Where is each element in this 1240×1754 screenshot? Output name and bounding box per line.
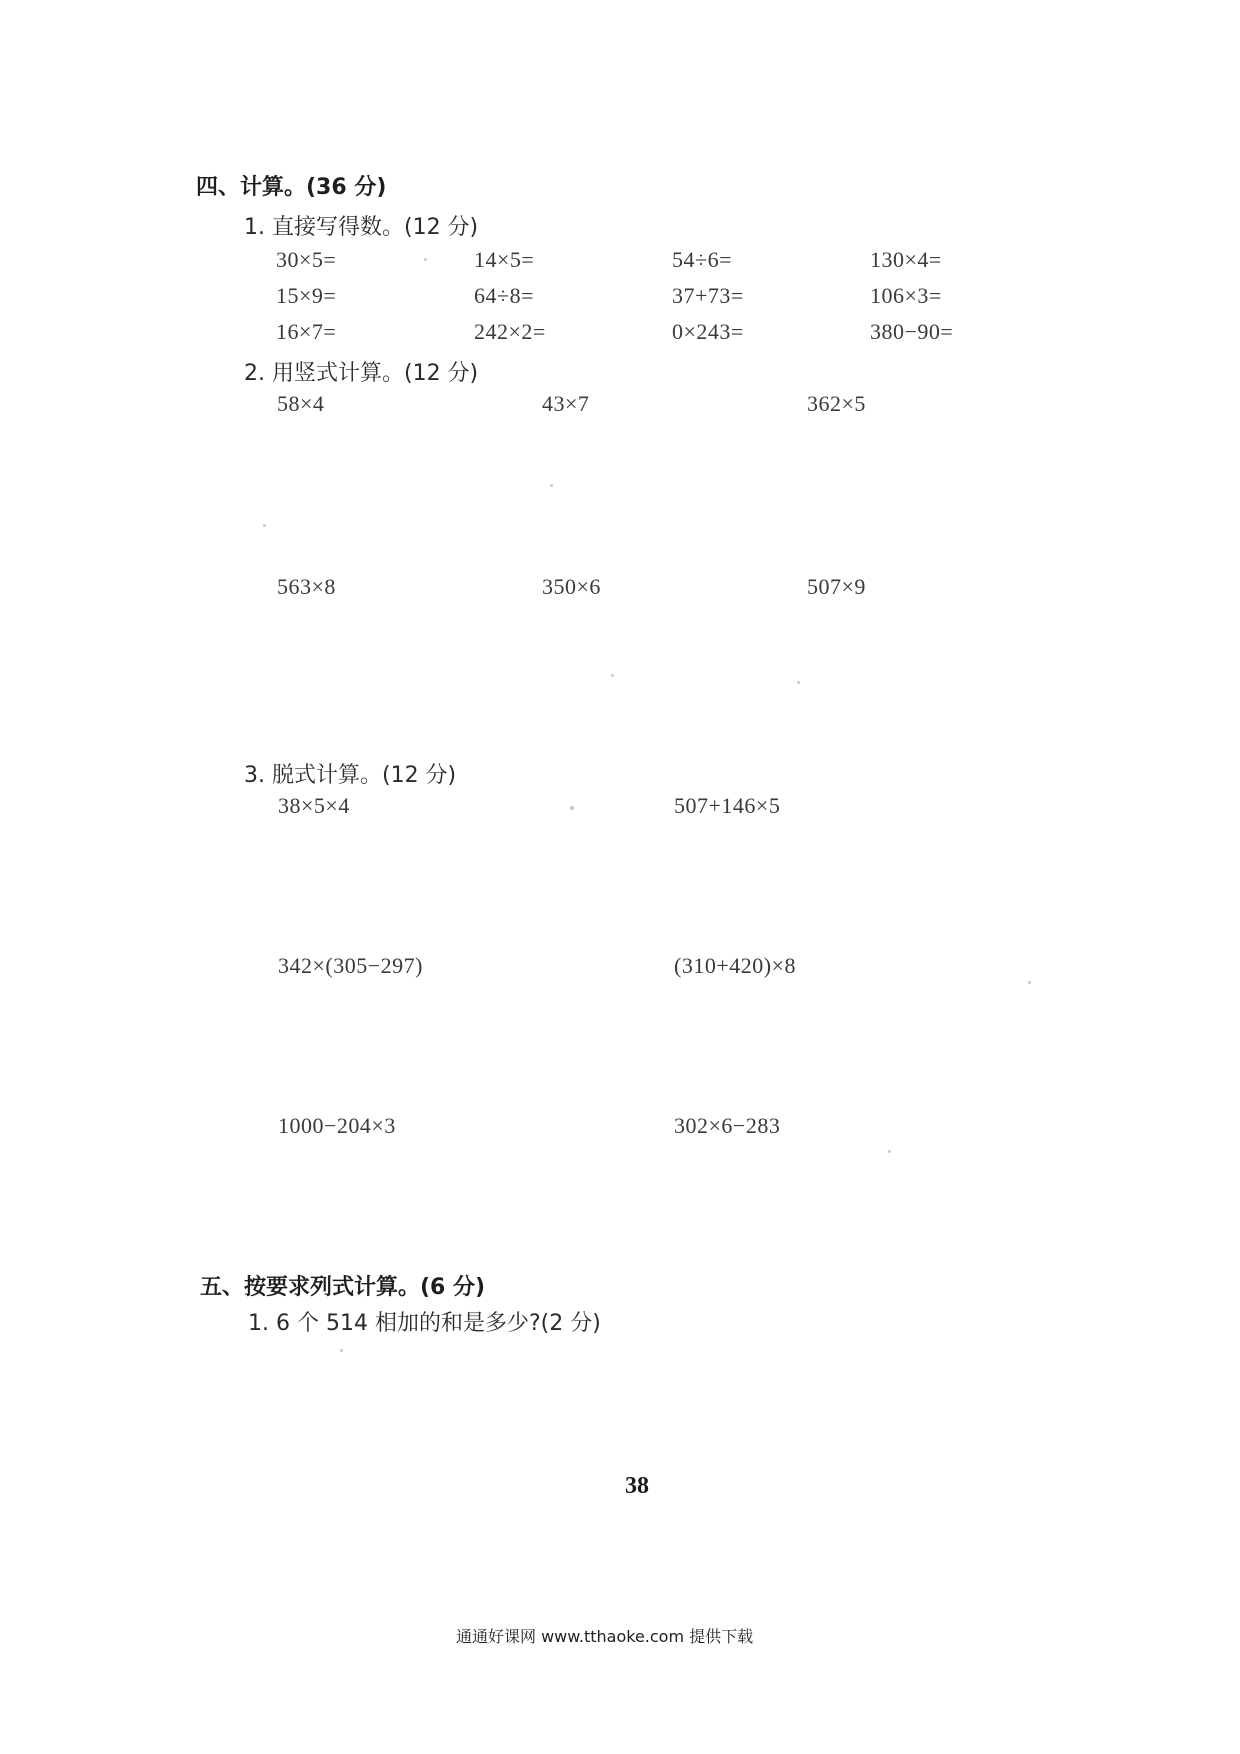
footer-download-note: 通通好课网 www.tthaoke.com 提供下载 bbox=[456, 1627, 754, 1646]
scan-speck bbox=[797, 681, 800, 684]
oral-calc-item: 37+73= bbox=[672, 283, 744, 308]
oral-calc-item: 54÷6= bbox=[672, 247, 732, 272]
oral-calc-item: 16×7= bbox=[276, 319, 337, 344]
scan-speck bbox=[1028, 981, 1031, 984]
oral-calc-item: 64÷8= bbox=[474, 283, 534, 308]
step-calc-item: 507+146×5 bbox=[674, 793, 781, 818]
section-5-question-1: 1. 6 个 514 相加的和是多少?(2 分) bbox=[248, 1311, 601, 1336]
oral-calc-item: 0×243= bbox=[672, 319, 744, 344]
oral-calc-item: 30×5= bbox=[276, 247, 337, 272]
oral-calc-item: 130×4= bbox=[870, 247, 942, 272]
page-number: 38 bbox=[625, 1473, 649, 1499]
step-calc-item: 342×(305−297) bbox=[278, 953, 423, 978]
q3-title: 3. 脱式计算。(12 分) bbox=[244, 763, 457, 788]
step-calc-item: (310+420)×8 bbox=[674, 953, 796, 978]
vertical-calc-item: 350×6 bbox=[542, 574, 601, 599]
vertical-calc-item: 507×9 bbox=[807, 574, 866, 599]
step-calc-item: 38×5×4 bbox=[278, 793, 350, 818]
scan-speck bbox=[570, 806, 574, 810]
step-calc-item: 1000−204×3 bbox=[278, 1113, 396, 1138]
vertical-calc-item: 58×4 bbox=[277, 391, 325, 416]
step-calc-item: 302×6−283 bbox=[674, 1113, 781, 1138]
scan-speck bbox=[550, 484, 553, 487]
oral-calc-item: 15×9= bbox=[276, 283, 337, 308]
oral-calc-item: 380−90= bbox=[870, 319, 954, 344]
q2-title: 2. 用竖式计算。(12 分) bbox=[244, 361, 479, 386]
oral-calc-item: 14×5= bbox=[474, 247, 535, 272]
scan-speck bbox=[340, 1349, 343, 1352]
oral-calc-item: 106×3= bbox=[870, 283, 942, 308]
vertical-calc-item: 563×8 bbox=[277, 574, 336, 599]
scan-speck bbox=[263, 524, 266, 527]
vertical-calc-item: 362×5 bbox=[807, 391, 866, 416]
vertical-calc-item: 43×7 bbox=[542, 391, 590, 416]
q1-title: 1. 直接写得数。(12 分) bbox=[244, 215, 479, 240]
oral-calc-item: 242×2= bbox=[474, 319, 546, 344]
section-4-title: 四、计算。(36 分) bbox=[196, 175, 387, 200]
scan-speck bbox=[888, 1150, 891, 1153]
scan-speck bbox=[611, 674, 614, 677]
scan-speck bbox=[424, 258, 427, 261]
section-5-title: 五、按要求列式计算。(6 分) bbox=[200, 1275, 486, 1300]
